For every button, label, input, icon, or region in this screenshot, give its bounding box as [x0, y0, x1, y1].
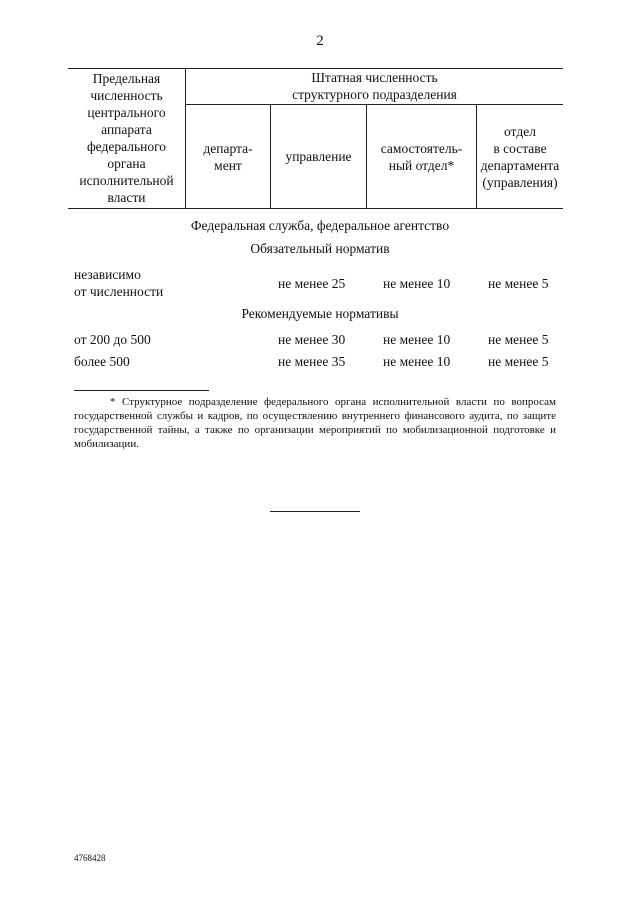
header-division-within-department: отдел в составе департамента (управления): [480, 123, 560, 190]
mandatory-title: Обязательный норматив: [250, 241, 390, 256]
header-independent-division: самостоятель- ный отдел*: [380, 140, 463, 173]
row-label: более 500: [74, 354, 130, 369]
section-title: Федеральная служба, федеральное агентство: [190, 218, 450, 233]
value-directorate: не менее 25: [278, 276, 346, 291]
footnote: [74, 395, 556, 451]
value-division-within-department: не менее 5: [488, 354, 549, 369]
header-staff-group: Штатная численность структурного подразделения: [292, 70, 457, 102]
document-code: 4768428: [74, 853, 106, 863]
footnote-separator: [74, 390, 209, 391]
footnote-text: * Структурное подразделение федерального органа исполнительной власти по вопросам государственной службы и кадров, по осуществлению внутреннего финансового аудита, по защите государственной тайны, а также по организации мероприятий по мобилизационной подготовке и мобилизации.: [74, 396, 556, 450]
end-of-document-rule: [270, 511, 360, 512]
header-directorate: управление: [285, 149, 352, 164]
recommended-title: Рекомендуемые нормативы: [241, 306, 399, 321]
value-independent-division: не менее 10: [383, 354, 451, 369]
value-directorate: не менее 30: [278, 332, 346, 347]
table-header-bottom-rule: [68, 208, 563, 209]
header-staffing-limit: Предельная численность центрального аппарата федерального органа исполнительной власти: [79, 71, 174, 205]
row-label: от 200 до 500: [74, 332, 151, 347]
value-division-within-department: не менее 5: [488, 276, 549, 291]
page-number: 2: [316, 33, 324, 49]
value-directorate: не менее 35: [278, 354, 346, 369]
row-label: независимо от численности: [74, 267, 164, 299]
header-department: департа- мент: [203, 140, 253, 173]
value-independent-division: не менее 10: [383, 276, 451, 291]
value-independent-division: не менее 10: [383, 332, 451, 347]
value-division-within-department: не менее 5: [488, 332, 549, 347]
